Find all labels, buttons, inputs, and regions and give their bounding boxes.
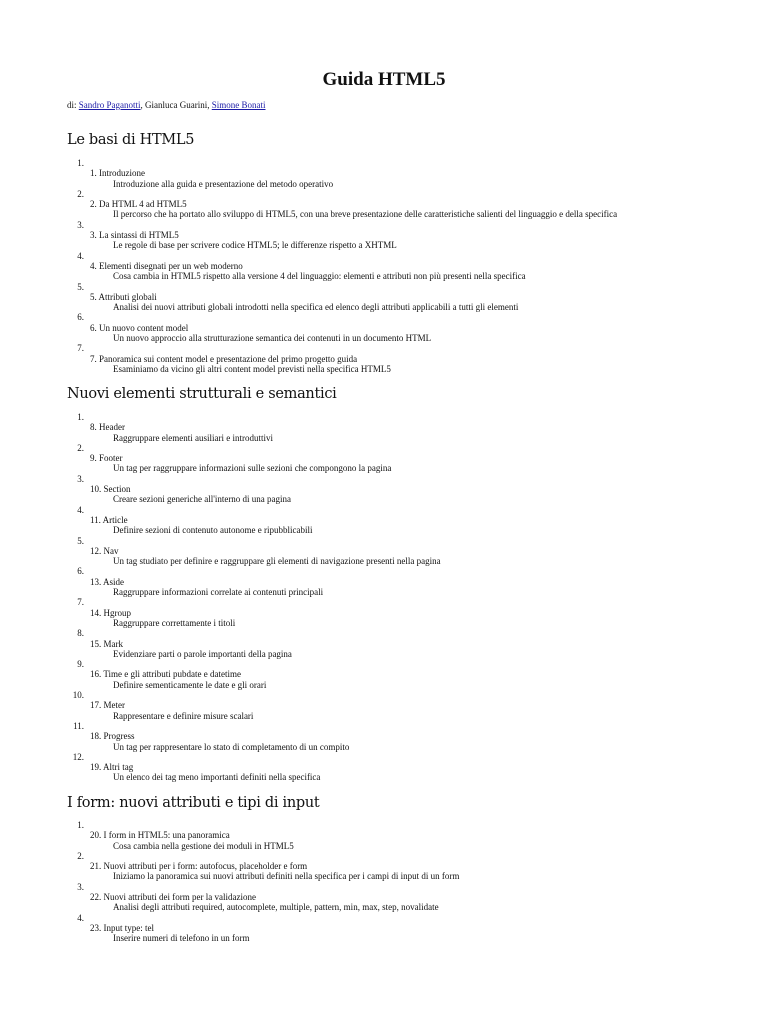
list-item-number: 9. bbox=[77, 659, 84, 670]
list-item bbox=[0, 282, 768, 313]
list-item-number: 4. bbox=[77, 504, 84, 515]
lesson-description: Analisi degli attributi required, autocomplete, multiple, pattern, min, max, step, novalidate bbox=[113, 902, 439, 913]
lesson-description: Evidenziare parti o parole importanti della pagina bbox=[113, 648, 292, 659]
list-item bbox=[0, 251, 768, 282]
list-item-number: 3. bbox=[77, 219, 84, 230]
lesson-description: Un tag per raggruppare informazioni sulle sezioni che compongono la pagina bbox=[113, 463, 392, 474]
list-item bbox=[0, 913, 768, 944]
list-item bbox=[0, 474, 768, 505]
lesson-description: Un tag studiato per definire e raggruppare gli elementi di navigazione presenti nella pagina bbox=[113, 556, 441, 567]
lesson-title: 8. Header bbox=[90, 422, 125, 433]
lesson-title: 6. Un nuovo content model bbox=[90, 322, 189, 333]
lesson-title: 16. Time e gli attributi pubdate e datetime bbox=[90, 669, 241, 680]
lesson-description: Un elenco dei tag meno importanti definiti nella specifica bbox=[113, 772, 321, 783]
list-item bbox=[0, 597, 768, 628]
list-item bbox=[0, 505, 768, 536]
lesson-description: Esaminiamo da vicino gli altri content model previsti nella specifica HTML5 bbox=[113, 363, 391, 374]
lesson-title: 15. Mark bbox=[90, 638, 123, 649]
list-item bbox=[0, 690, 768, 721]
list-item bbox=[0, 220, 768, 251]
list-item bbox=[0, 158, 768, 189]
list-item bbox=[0, 536, 768, 567]
list-item-number: 3. bbox=[77, 881, 84, 892]
author-separator: , bbox=[140, 100, 146, 110]
lesson-description: Raggruppare elementi ausiliari e introduttivi bbox=[113, 432, 273, 443]
lesson-description: Introduzione alla guida e presentazione del metodo operativo bbox=[113, 178, 334, 189]
lesson-description: Raggruppare correttamente i titoli bbox=[113, 617, 236, 628]
lesson-description: Un tag per rappresentare lo stato di completamento di un compito bbox=[113, 741, 350, 752]
lesson-description: Creare sezioni generiche all'interno di una pagina bbox=[113, 494, 292, 505]
list-item-number: 5. bbox=[77, 281, 84, 292]
lesson-title: 5. Attributi globali bbox=[90, 291, 157, 302]
list-item bbox=[0, 721, 768, 752]
lesson-title: 19. Altri tag bbox=[90, 762, 134, 773]
lesson-description: Cosa cambia nella gestione dei moduli in HTML5 bbox=[113, 840, 294, 851]
lesson-title: 12. Nav bbox=[90, 545, 119, 556]
list-item-number: 6. bbox=[77, 566, 84, 577]
lesson-description: Un nuovo approccio alla strutturazione semantica dei contenuti in un documento HTML bbox=[113, 333, 432, 344]
lesson-title: 23. Input type: tel bbox=[90, 922, 154, 933]
lesson-description: Definire sezioni di contenuto autonome e ripubblicabili bbox=[113, 525, 313, 536]
lesson-title: 22. Nuovi attributi dei form per la validazione bbox=[90, 892, 256, 903]
list-item-number: 1. bbox=[77, 412, 84, 422]
list-item bbox=[0, 882, 768, 913]
lesson-title: 13. Aside bbox=[90, 576, 125, 587]
author-link-simone-bonati[interactable]: Simone Bonati bbox=[211, 100, 266, 110]
lesson-title: 7. Panoramica sui content model e presentazione del primo progetto guida bbox=[90, 353, 358, 364]
list-item-number: 1. bbox=[77, 820, 84, 830]
list-item bbox=[0, 189, 768, 220]
list-item-number: 2. bbox=[77, 850, 84, 861]
list-item bbox=[0, 312, 768, 343]
page-title: Guida HTML5 bbox=[322, 69, 446, 90]
section-title: Le basi di HTML5 bbox=[67, 132, 195, 148]
list-item-number: 10. bbox=[72, 690, 84, 701]
list-item bbox=[0, 820, 768, 851]
list-item-number: 4. bbox=[77, 912, 84, 923]
lesson-title: 18. Progress bbox=[90, 731, 135, 742]
list-item bbox=[0, 566, 768, 597]
author-link-sandro-paganotti[interactable]: Sandro Paganotti bbox=[78, 100, 141, 110]
lesson-description: Cosa cambia in HTML5 rispetto alla versione 4 del linguaggio: elementi e attributi non più presenti nella specifica bbox=[113, 271, 526, 282]
list-item bbox=[0, 752, 768, 783]
lesson-description: Inserire numeri di telefono in un form bbox=[113, 933, 250, 944]
lesson-title: 9. Footer bbox=[90, 453, 123, 464]
lesson-title: 14. Hgroup bbox=[90, 607, 131, 618]
list-item-number: 6. bbox=[77, 312, 84, 323]
lesson-description: Il percorso che ha portato allo sviluppo di HTML5, con una breve presentazione delle caratteristiche salienti del linguaggio e della specifica bbox=[113, 209, 618, 220]
author-separator: , bbox=[207, 100, 212, 110]
list-item-number: 4. bbox=[77, 250, 84, 261]
list-item-number: 5. bbox=[77, 535, 84, 546]
author-prefix: di: bbox=[67, 100, 79, 110]
lesson-description: Definire sementicamente le date e gli orari bbox=[113, 679, 267, 690]
list-item-number: 2. bbox=[77, 188, 84, 199]
list-item bbox=[0, 412, 768, 443]
lesson-title: 21. Nuovi attributi per i form: autofocus, placeholder e form bbox=[90, 861, 308, 872]
list-item-number: 2. bbox=[77, 442, 84, 453]
list-item bbox=[0, 851, 768, 882]
lesson-title: 10. Section bbox=[90, 484, 131, 495]
list-item bbox=[0, 628, 768, 659]
lesson-description: Rappresentare e definire misure scalari bbox=[113, 710, 254, 721]
section-list bbox=[0, 820, 768, 944]
list-item bbox=[0, 343, 768, 374]
lesson-title: 1. Introduzione bbox=[90, 168, 145, 179]
list-item-number: 7. bbox=[77, 597, 84, 608]
list-item-number: 3. bbox=[77, 473, 84, 484]
section-title: Nuovi elementi strutturali e semantici bbox=[67, 386, 337, 402]
lesson-title: 4. Elementi disegnati per un web moderno bbox=[90, 260, 243, 271]
lesson-title: 3. La sintassi di HTML5 bbox=[90, 230, 179, 241]
section-title: I form: nuovi attributi e tipi di input bbox=[67, 795, 320, 811]
lesson-description: Analisi dei nuovi attributi globali introdotti nella specifica ed elenco degli attributi applicabili a tutti gli elementi bbox=[113, 302, 519, 313]
list-item bbox=[0, 443, 768, 474]
list-item-number: 11. bbox=[73, 720, 84, 731]
list-item-number: 8. bbox=[77, 628, 84, 639]
lesson-title: 17. Meter bbox=[90, 700, 125, 711]
lesson-title: 20. I form in HTML5: una panoramica bbox=[90, 830, 230, 841]
list-item-number: 1. bbox=[77, 158, 84, 168]
lesson-description: Iniziamo la panoramica sui nuovi attributi definiti nella specifica per i campi di input di un form bbox=[113, 871, 460, 882]
lesson-title: 2. Da HTML 4 ad HTML5 bbox=[90, 199, 187, 210]
section-list bbox=[0, 412, 768, 783]
lesson-description: Raggruppare informazioni correlate ai contenuti principali bbox=[113, 587, 324, 598]
lesson-description: Le regole di base per scrivere codice HTML5; le differenze rispetto a XHTML bbox=[113, 240, 397, 251]
list-item bbox=[0, 659, 768, 690]
list-item-number: 7. bbox=[77, 343, 84, 354]
list-item-number: 12. bbox=[72, 751, 84, 762]
section-list bbox=[0, 158, 768, 374]
author-line bbox=[67, 99, 266, 111]
author-gianluca-guarini: Gianluca Guarini bbox=[145, 100, 208, 110]
lesson-title: 11. Article bbox=[90, 514, 128, 525]
